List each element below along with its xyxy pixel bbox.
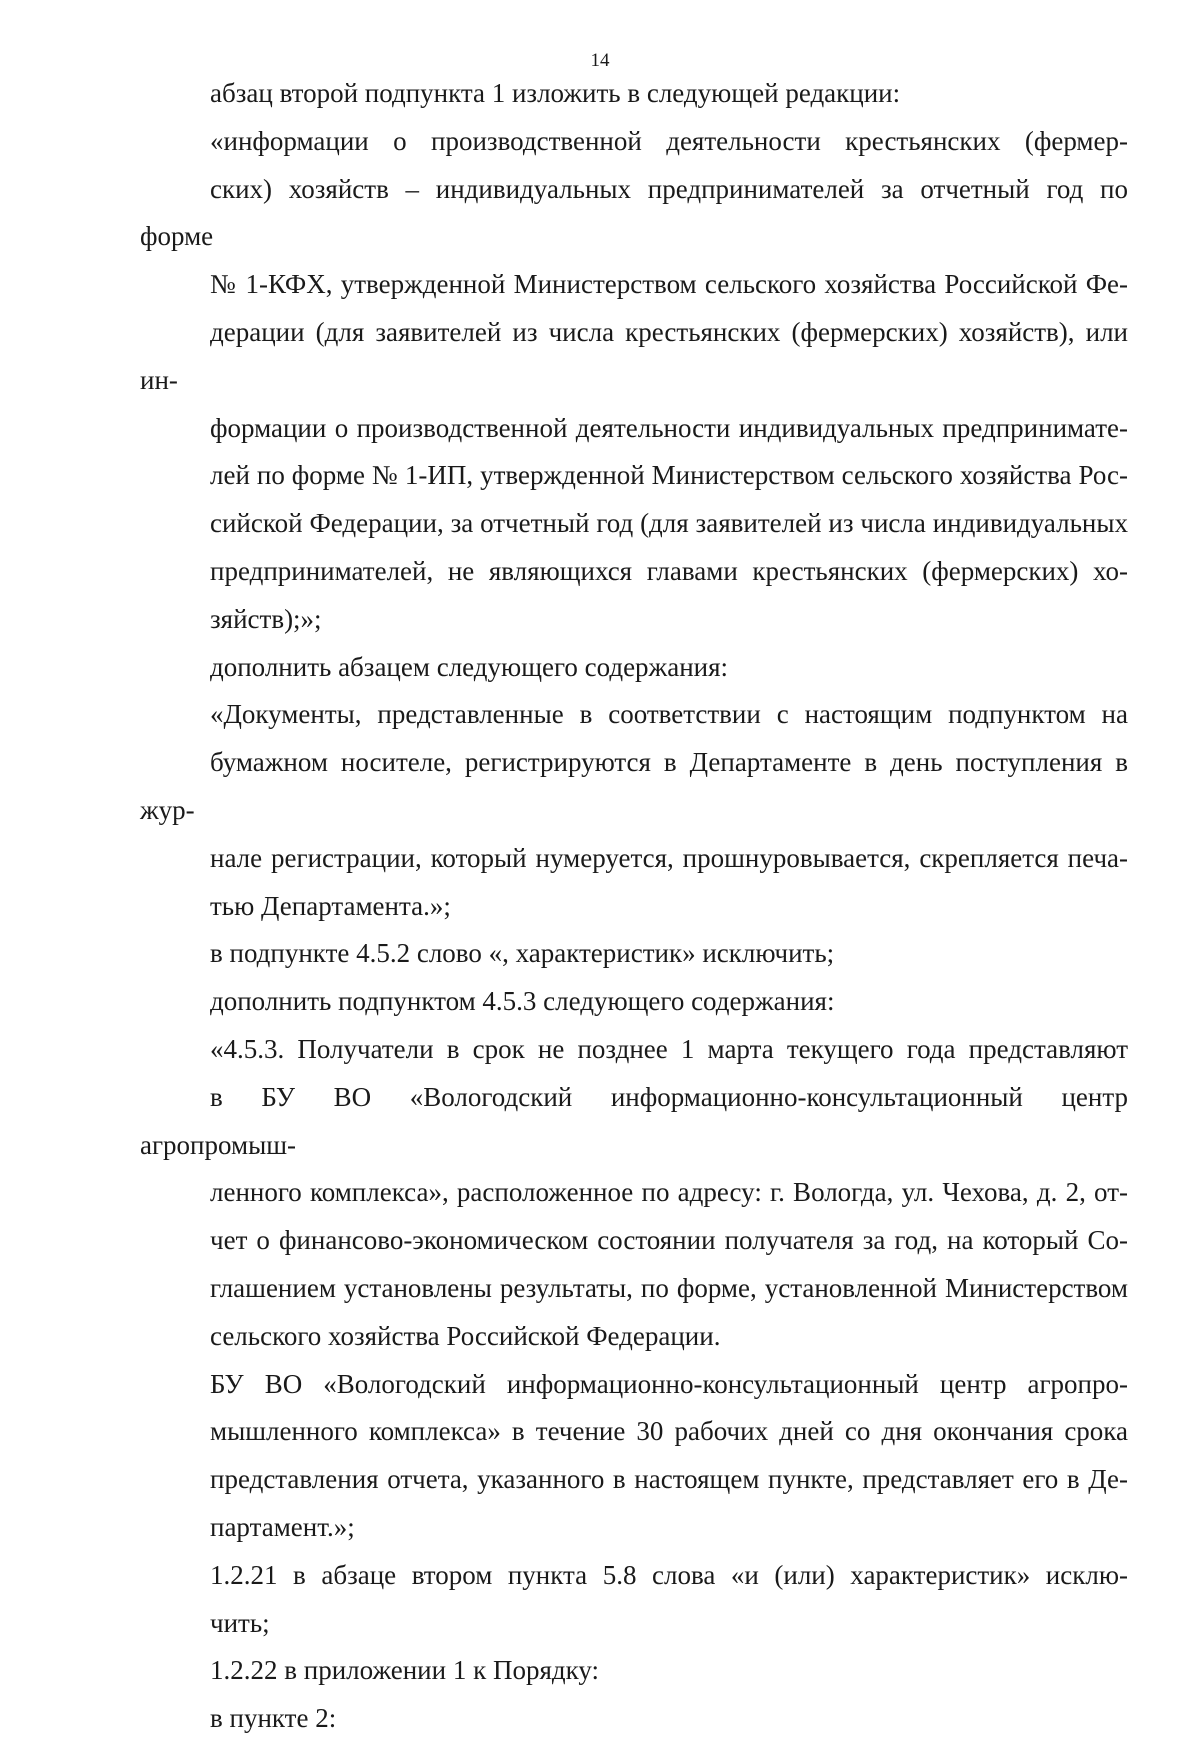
paragraph [140, 930, 1128, 978]
paragraph-line: дополнить подпунктом 4.5.3 следующего содержания: [210, 986, 835, 1017]
paragraph-line: мышленного комплекса» в течение 30 рабочих дней со дня окончания срока [210, 1416, 1128, 1447]
paragraph [140, 118, 1128, 644]
paragraph-line: БУ ВО «Вологодский информационно-консультационный центр агропро- [210, 1368, 1128, 1399]
paragraph-line: лей по форме № 1-ИП, утвержденной Министерством сельского хозяйства Рос- [210, 460, 1128, 491]
paragraph-line: ских) хозяйств – индивидуальных предпринимателей за отчетный год по форме [140, 173, 1128, 252]
document-body [140, 70, 1128, 1743]
paragraph-line: зяйств);»; [210, 603, 322, 634]
paragraph [140, 691, 1128, 930]
paragraph-line: чет о финансово-экономическом состоянии получателя за год, на который Со- [210, 1225, 1128, 1256]
paragraph-line: формации о производственной деятельности индивидуальных предпринимате- [210, 412, 1128, 443]
paragraph [140, 1695, 1128, 1743]
paragraph-line: «4.5.3. Получатели в срок не позднее 1 марта текущего года представляют [210, 1033, 1128, 1064]
paragraph-line: 1.2.21 в абзаце втором пункта 5.8 слова «и (или) характеристик» исклю- [210, 1559, 1128, 1590]
paragraph-line: глашением установлены результаты, по форме, установленной Министерством [210, 1272, 1128, 1303]
paragraph-line: абзац второй подпункта 1 изложить в следующей редакции: [210, 78, 901, 108]
paragraph [140, 1026, 1128, 1361]
paragraph [140, 978, 1128, 1026]
paragraph-line: «информации о производственной деятельности крестьянских (фермер- [210, 125, 1128, 156]
paragraph-line: предпринимателей, не являющихся главами крестьянских (фермерских) хо- [210, 555, 1128, 586]
paragraph-line: бумажном носителе, регистрируются в Департаменте в день поступления в жур- [140, 747, 1128, 825]
paragraph-line: в подпункте 4.5.2 слово «, характеристик» исключить; [210, 938, 835, 969]
paragraph-line: ленного комплекса», расположенное по адресу: г. Вологда, ул. Чехова, д. 2, от- [210, 1177, 1128, 1208]
paragraph [140, 644, 1128, 692]
paragraph-line: представления отчета, указанного в настоящем пункте, представляет его в Де- [210, 1464, 1128, 1495]
paragraph-line: сельского хозяйства Российской Федерации. [210, 1320, 721, 1351]
paragraph-line: «Документы, представленные в соответствии с настоящим подпунктом на [210, 699, 1128, 730]
paragraph-line: чить; [210, 1607, 270, 1638]
paragraph [140, 1552, 1128, 1648]
paragraph-line: в пункте 2: [210, 1703, 337, 1734]
paragraph-line: в БУ ВО «Вологодский информационно-консультационный центр агропромыш- [140, 1081, 1128, 1160]
paragraph-line: дополнить абзацем следующего содержания: [210, 651, 729, 682]
page-number: 14 [590, 50, 610, 71]
paragraph [140, 1647, 1128, 1695]
paragraph-line: дерации (для заявителей из числа крестьянских (фермерских) хозяйств), или ин- [140, 316, 1128, 395]
paragraph-line: 1.2.22 в приложении 1 к Порядку: [210, 1655, 599, 1686]
paragraph-line: партамент.»; [210, 1511, 355, 1542]
paragraph [140, 70, 1128, 118]
paragraph-line: сийской Федерации, за отчетный год (для заявителей из числа индивидуальных [210, 508, 1128, 539]
paragraph [140, 1361, 1128, 1552]
paragraph-line: № 1-КФХ, утвержденной Министерством сельского хозяйства Российской Фе- [210, 269, 1128, 300]
paragraph-line: тью Департамента.»; [210, 890, 451, 921]
paragraph-line: нале регистрации, который нумеруется, прошнуровывается, скрепляется печа- [210, 842, 1128, 873]
